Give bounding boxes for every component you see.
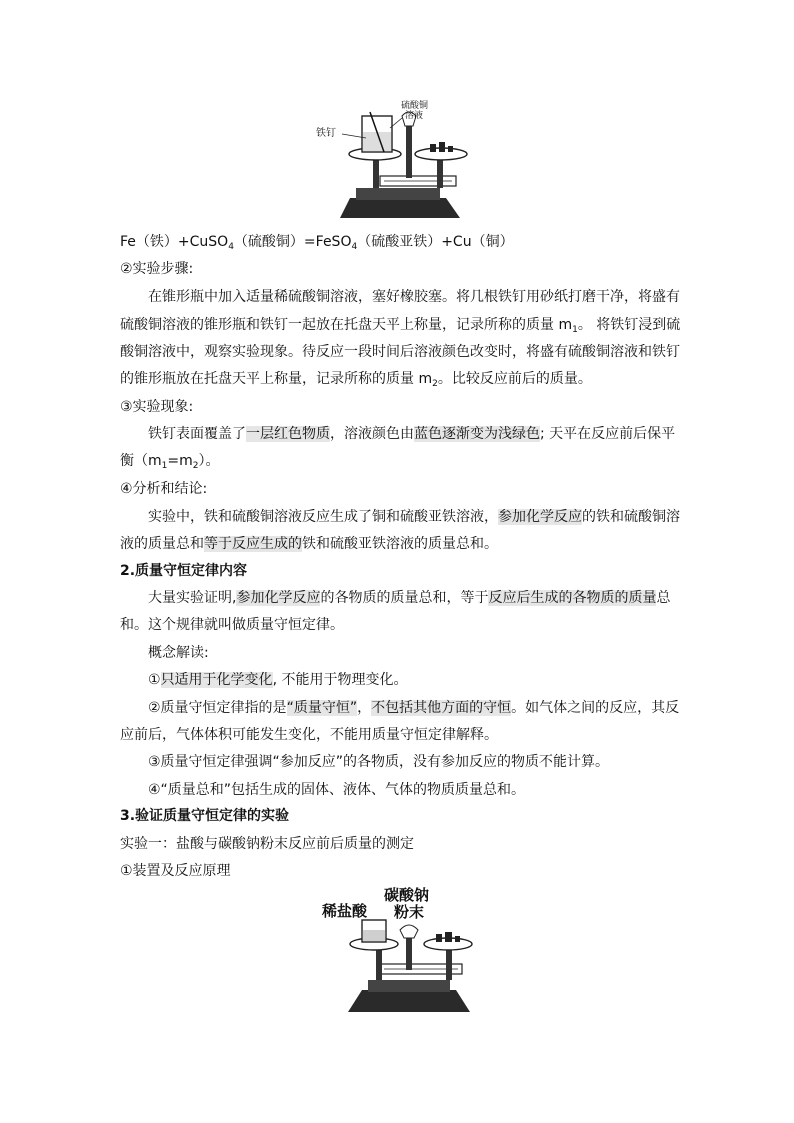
concept-item-1: ①只适用于化学变化, 不能用于物理变化。 — [148, 672, 408, 688]
analysis-line-2: 液的质量总和等于反应生成的铁和硫酸亚铁溶液的质量总和。 — [120, 536, 498, 552]
phenomena-heading: ③实验现象: — [120, 399, 194, 415]
label-dilute-hydrochloric-acid: 稀盐酸 — [322, 902, 368, 920]
label-iron-nail: 铁钉 — [316, 128, 336, 139]
steps-line-2: 硫酸铜溶液的锥形瓶和铁钉一起放在托盘天平上称量，记录所称的质量 $m_1$。 将铁钉浸到硫 — [120, 317, 681, 335]
section-3-title: 3.验证质量守恒定律的实验 — [120, 808, 290, 824]
steps-line-3: 酸铜溶液中，观察实验现象。待反应一段时间后溶液颜色改变时，将盛有硫酸铜溶液和铁钉 — [120, 344, 680, 360]
steps-line-1: 在锥形瓶中加入适量稀硫酸铜溶液，塞好橡胶塞。将几根铁钉用砂纸打磨干净，将盛有 — [148, 289, 680, 305]
concept-item-4: ④“质量总和”包括生成的固体、液体、气体的物质质量总和。 — [148, 782, 526, 798]
section-2-line-1: 大量实验证明,参加化学反应的各物质的质量总和，等于反应后生成的各物质的质量总 — [148, 590, 671, 606]
concept-heading: 概念解读: — [148, 645, 209, 661]
balance-figure-iron-copper-sulfate — [310, 94, 480, 224]
concept-item-2-line-2: 应前后，气体体积可能发生变化，不能用质量守恒定律解释。 — [120, 727, 498, 743]
analysis-heading: ④分析和结论: — [120, 481, 208, 497]
balance-figure-hcl-sodium-carbonate — [318, 884, 488, 1018]
experiment-1-subtitle: ①装置及反应原理 — [120, 863, 231, 879]
analysis-line-1: 实验中，铁和硫酸铜溶液反应生成了铜和硫酸亚铁溶液，参加化学反应的铁和硫酸铜溶 — [148, 509, 680, 525]
experiment-1-title: 实验一：盐酸与碳酸钠粉末反应前后质量的测定 — [120, 836, 414, 852]
reaction-equation: Fe（铁）+CuSO$_4$（硫酸铜）=FeSO$_4$（硫酸亚铁）+Cu（铜） — [120, 234, 514, 252]
section-2-title: 2.质量守恒定律内容 — [120, 563, 248, 579]
steps-line-4: 的锥形瓶放在托盘天平上称量，记录所称的质量 $m_2$。比较反应前后的质量。 — [120, 371, 592, 389]
section-2-line-2: 和。这个规律就叫做质量守恒定律。 — [120, 617, 344, 633]
concept-item-3: ③质量守恒定律强调“参加反应”的各物质，没有参加反应的物质不能计算。 — [148, 754, 610, 770]
concept-item-2: ②质量守恒定律指的是“质量守恒”，不包括其他方面的守恒。如气体之间的反应，其反 — [148, 700, 680, 716]
label-copper-sulfate-solution-2: 溶液 — [405, 111, 424, 121]
phenomena-line-2: 衡$(m_1=m_2)$。 — [120, 453, 220, 471]
label-sodium-carbonate-2: 粉末 — [394, 903, 425, 921]
phenomena-line-1: 铁钉表面覆盖了一层红色物质，溶液颜色由蓝色逐渐变为浅绿色; 天平在反应前后保平 — [148, 426, 676, 442]
label-sodium-carbonate-1: 碳酸钠 — [384, 886, 430, 904]
steps-heading: ②实验步骤: — [120, 261, 194, 277]
label-copper-sulfate-solution-1: 硫酸铜 — [401, 101, 429, 111]
